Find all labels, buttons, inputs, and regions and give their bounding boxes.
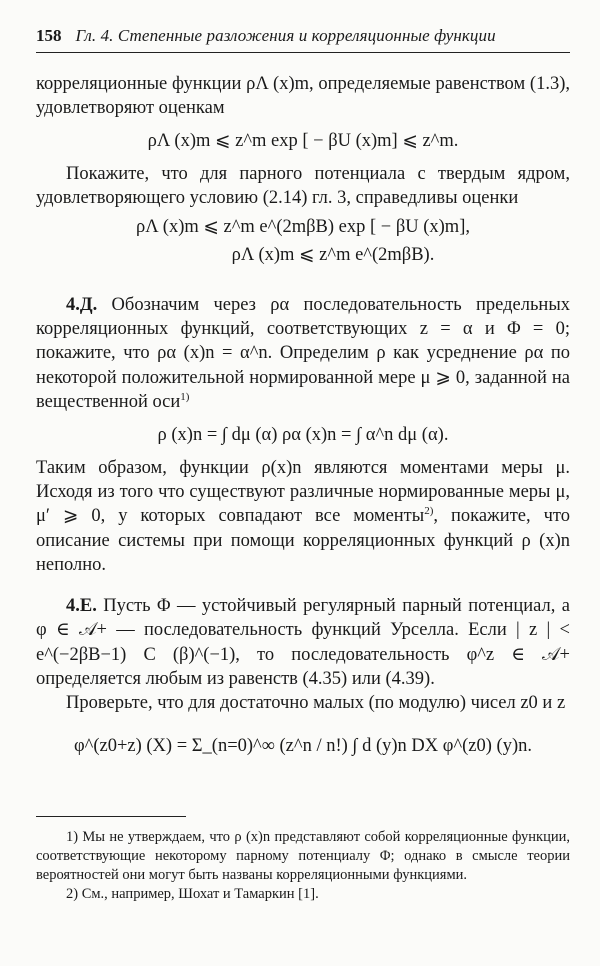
footnote-ref-1: 1) (180, 391, 190, 404)
footnote-1: 1) Мы не утверждаем, что ρ (x)n представляют собой корреляционные функции, соответствующие некоторому парному потенциалу Φ; однако в смысле теории вероятностей они могут быть названы корреляционными функциями. (36, 829, 570, 883)
footnote-separator (36, 816, 186, 817)
formula-2 (36, 213, 570, 269)
footnotes (36, 828, 570, 904)
formula-2-line-2: ρΛ (x)m ⩽ z^m e^(2mβB). (231, 244, 435, 265)
formula-4: φ^(z0+z) (X) = Σ_(n=0)^∞ (z^n / n!) ∫ d (y)n DX φ^(z0) (y)n. (73, 735, 532, 756)
exercise-label-4d: 4.Д. (66, 294, 98, 315)
footnote-ref-2: 2) (424, 505, 434, 518)
paragraph-4e (36, 594, 570, 692)
paragraph-2: Покажите, что для парного потенциала с твердым ядром, удовлетворяющего условию (2.14) гл. 3, справедливы оценки (36, 163, 570, 209)
paragraph-4d-text: Обозначим через ρα последовательность предельных корреляционных функций, соответствующих z = α и Φ = 0; покажите, что ρα (x)n = α^n. Определим ρ как усреднение ρα по некоторой положительной нормированной мере μ ⩾ 0, заданной на вещественной оси (36, 294, 571, 413)
paragraph-4e-text: Пусть Φ — устойчивый регулярный парный потенциал, а φ ∈ 𝒜+ — последовательность функций Урселла. Если | z | < e^(−2βB−1) C (β)^(−1), то последовательность φ^z ∈ 𝒜+ определяется любым из равенств (4.35) или (4.39). (36, 595, 571, 689)
paragraph-check: Проверьте, что для достаточно малых (по модулю) чисел z0 и z (66, 693, 566, 714)
paragraph-moments-text-b: , покажите, что описание системы при помощи корреляционных функций ρ (x)n неполно. (36, 506, 570, 576)
running-title: Гл. 4. Степенные разложения и корреляционные функции (75, 26, 496, 45)
paragraph-moments-text-a: Таким образом, функции ρ(x)n являются моментами меры μ. Исходя из того что существуют различные нормированные меры μ, μ′ ⩾ 0, у которых совпадают все моменты (36, 457, 570, 527)
exercise-label-4e: 4.Е. (66, 595, 97, 616)
paragraph-4d (36, 293, 570, 415)
formula-3: ρ (x)n = ∫ dμ (α) ρα (x)n = ∫ α^n dμ (α). (157, 424, 449, 445)
paragraph-moments (36, 456, 570, 578)
formula-1: ρΛ (x)m ⩽ z^m exp [ − βU (x)m] ⩽ z^m. (147, 130, 459, 151)
paragraph-1: корреляционные функции ρΛ (x)m, определяемые равенством (1.3), удовлетворяют оценкам (36, 74, 570, 119)
footnote-2: 2) См., например, Шохат и Тамаркин [1]. (66, 886, 319, 902)
page-number: 158 (36, 26, 62, 45)
page-body (36, 72, 570, 776)
formula-2-line-1: ρΛ (x)m ⩽ z^m e^(2mβB) exp [ − βU (x)m], (136, 216, 470, 237)
running-header (36, 26, 570, 53)
